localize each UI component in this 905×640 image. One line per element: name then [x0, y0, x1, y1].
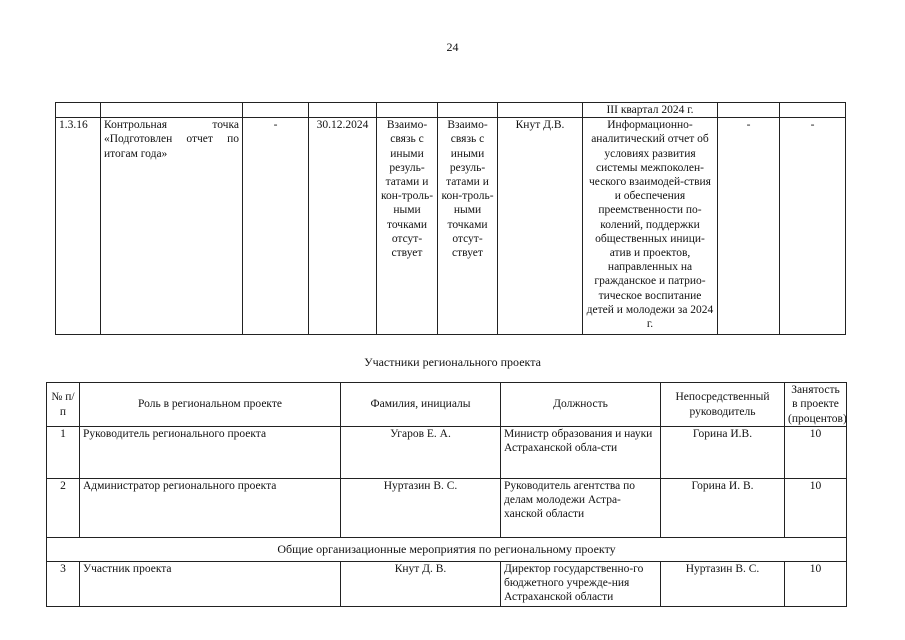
employment: 10	[785, 562, 847, 607]
header-manager: Непосредственный руководитель	[661, 383, 785, 427]
employment: 10	[785, 427, 847, 479]
person-name: Нуртазин В. С.	[341, 479, 501, 538]
header-role: Роль в региональном проекте	[80, 383, 341, 427]
start-date: -	[243, 118, 309, 335]
result-description: Информационно-аналитический отчет об условиях развития системы межпоколен-ческого взаимодей-ствия и обеспечения преемственности по-колений, поддержки общественных иници-атив и проектов, направленных на гражданское и патрио-тическое воспитание детей и молодежи за 2024 г.	[583, 118, 718, 335]
participants-title: Участники регионального проекта	[364, 355, 541, 369]
column-10-value: -	[780, 118, 846, 335]
role: Администратор регионального проекта	[80, 479, 341, 538]
table-row	[56, 118, 846, 335]
section-row	[47, 538, 847, 562]
control-points-table	[55, 102, 846, 335]
position: Директор государственно-го бюджетного учрежде-ния Астраханской области	[501, 562, 661, 607]
row-number: 2	[47, 479, 80, 538]
header-employment: Занятость в проекте (процентов)	[785, 383, 847, 427]
manager: Горина И. В.	[661, 479, 785, 538]
position: Руководитель агентства по делам молодежи Астра-ханской области	[501, 479, 661, 538]
row-number: 1	[47, 427, 80, 479]
section-label: Общие организационные мероприятия по региональному проекту	[47, 538, 847, 562]
header-name: Фамилия, инициалы	[341, 383, 501, 427]
table-row	[47, 562, 847, 607]
person-name: Кнут Д. В.	[341, 562, 501, 607]
successors: Взаимо-связь с иными резуль-татами и кон-троль-ными точками отсут-ствует	[438, 118, 498, 335]
person-name: Угаров Е. А.	[341, 427, 501, 479]
period-cell: III квартал 2024 г.	[583, 103, 718, 118]
participants-header-row	[47, 383, 847, 427]
participants-table	[46, 382, 847, 607]
manager: Горина И.В.	[661, 427, 785, 479]
table-row	[47, 479, 847, 538]
responsible: Кнут Д.В.	[498, 118, 583, 335]
header-number: № п/п	[47, 383, 80, 427]
role: Участник проекта	[80, 562, 341, 607]
role: Руководитель регионального проекта	[80, 427, 341, 479]
predecessors: Взаимо-связь с иными резуль-татами и кон-троль-ными точками отсут-ствует	[377, 118, 438, 335]
page-number: 24	[446, 40, 459, 54]
end-date: 30.12.2024	[309, 118, 377, 335]
header-position: Должность	[501, 383, 661, 427]
table-header-fragment-row	[56, 103, 846, 118]
row-number: 1.3.16	[56, 118, 101, 335]
table-row	[47, 427, 847, 479]
employment: 10	[785, 479, 847, 538]
manager: Нуртазин В. С.	[661, 562, 785, 607]
position: Министр образования и науки Астраханской обла-сти	[501, 427, 661, 479]
column-9-value: -	[718, 118, 780, 335]
row-number: 3	[47, 562, 80, 607]
control-point-name: Контрольная точка «Подготовлен отчет по итогам года»	[101, 118, 243, 335]
